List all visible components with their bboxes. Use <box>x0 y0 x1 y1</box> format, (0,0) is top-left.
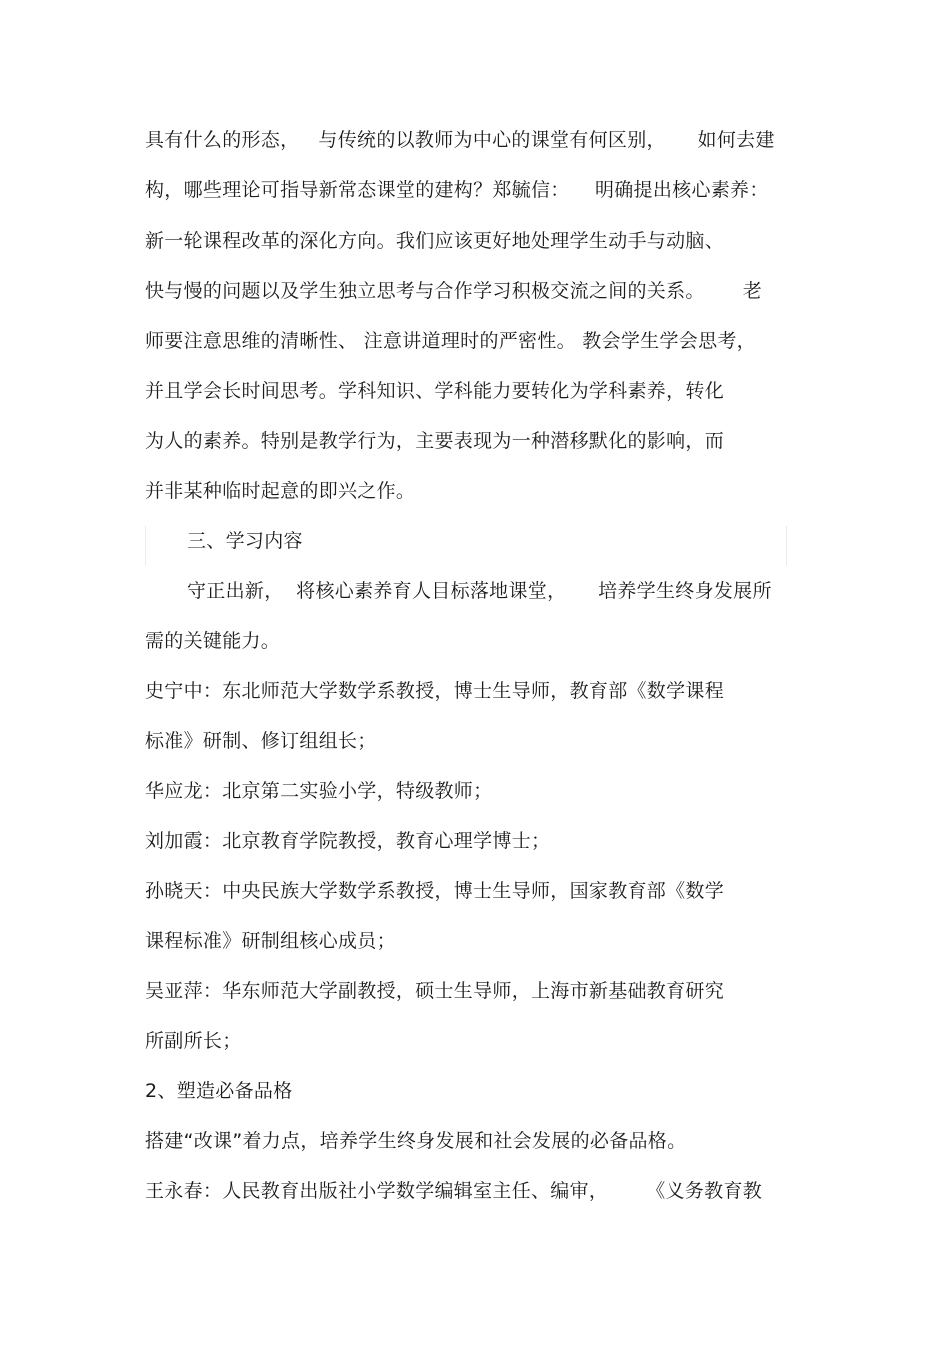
paragraph-line: 搭建“改课”着力点，培养学生终身发展和社会发展的必备品格。 <box>145 1130 687 1152</box>
paragraph-line: 孙晓天：中央民族大学数学系教授，博士生导师，国家教育部《数学 <box>145 880 725 902</box>
paragraph-line: 师要注意思维的清晰性、 注意讲道理时的严密性。 教会学生学会思考， <box>145 330 756 352</box>
paragraph-line: 刘加霞：北京教育学院教授，教育心理学博士； <box>145 830 551 852</box>
paragraph-line: 课程标准》研制组核心成员； <box>145 930 396 952</box>
paragraph-line: 标准》研制、修订组组长； <box>145 730 377 752</box>
paragraph-line: 新一轮课程改革的深化方向。我们应该更好地处理学生动手与动脑、 <box>145 230 725 252</box>
paragraph-line: 华应龙：北京第二实验小学，特级教师； <box>145 780 493 802</box>
paragraph-line: 吴亚萍：华东师范大学副教授，硕士生导师，上海市新基础教育研究 <box>145 980 725 1002</box>
paragraph-line: 为人的素养。特别是教学行为，主要表现为一种潜移默化的影响，而 <box>145 430 725 452</box>
paragraph-line: 并且学会长时间思考。学科知识、学科能力要转化为学科素养，转化 <box>145 380 725 402</box>
paragraph-line: 守正出新， 将核心素养育人目标落地课堂， 培养学生终身发展所 <box>187 580 772 602</box>
paragraph-line: 并非某种临时起意的即兴之作。 <box>145 480 416 502</box>
subsection-heading: 2、塑造必备品格 <box>145 1080 293 1102</box>
paragraph-line: 快与慢的问题以及学生独立思考与合作学习积极交流之间的关系。 老 <box>145 280 763 302</box>
paragraph-line: 史宁中：东北师范大学数学系教授，博士生导师，教育部《数学课程 <box>145 680 725 702</box>
section-heading: 三、学习内容 <box>187 530 303 552</box>
paragraph-line: 所副所长； <box>145 1030 242 1052</box>
paragraph-line: 需的关键能力。 <box>145 630 281 652</box>
paragraph-line: 王永春：人民教育出版社小学数学编辑室主任、编审， 《义务教育教 <box>145 1180 763 1202</box>
paragraph-line: 构，哪些理论可指导新常态课堂的建构？郑毓信： 明确提出核心素养： <box>145 179 769 201</box>
paragraph-line: 具有什么的形态， 与传统的以教师为中心的课堂有何区别， 如何去建 <box>145 129 775 151</box>
